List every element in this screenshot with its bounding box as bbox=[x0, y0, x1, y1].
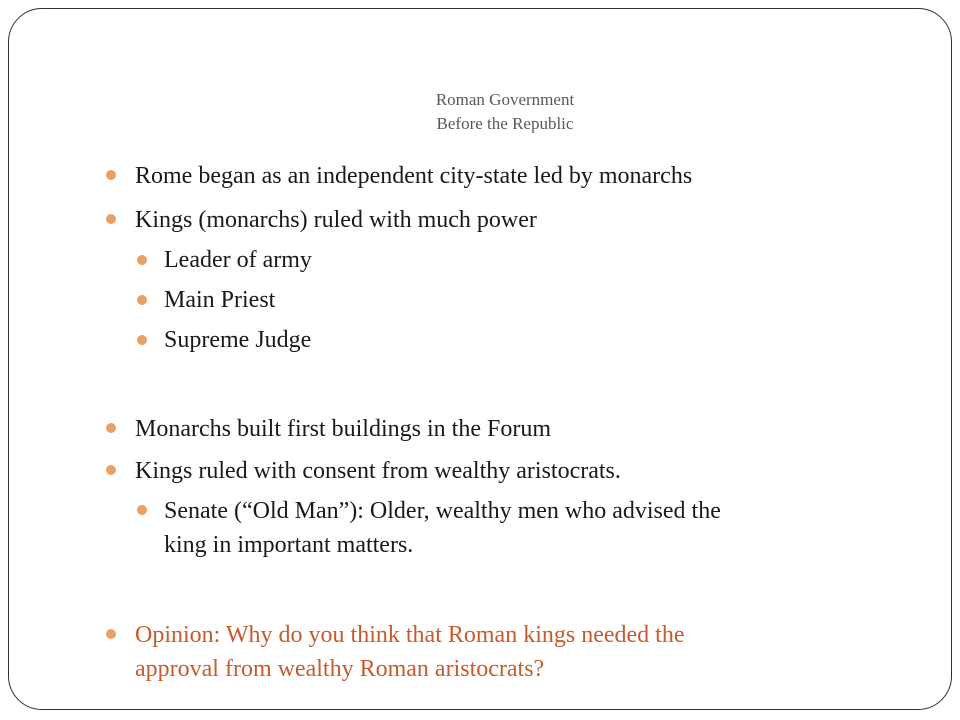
sub-bullet-dot bbox=[137, 295, 147, 305]
sub-bullet-item: Main Priest bbox=[164, 287, 276, 313]
title-line-1: Roman Government bbox=[435, 90, 575, 109]
bullet-item: Rome began as an independent city-state led by monarchs bbox=[135, 163, 693, 189]
sub-bullet-dot bbox=[137, 255, 147, 265]
bullet-item: Kings (monarchs) ruled with much power bbox=[135, 207, 537, 233]
bullet-dot bbox=[106, 423, 116, 433]
bullet-dot bbox=[106, 214, 116, 224]
bullet-item: Kings ruled with consent from wealthy aristocrats. bbox=[135, 458, 621, 484]
slide-title bbox=[0, 88, 960, 136]
bullet-dot bbox=[106, 465, 116, 475]
bullet-dot bbox=[106, 170, 116, 180]
bullet-dot bbox=[106, 629, 116, 639]
sub-bullet-item-continued: king in important matters. bbox=[164, 532, 414, 558]
bullet-item: Monarchs built first buildings in the Forum bbox=[135, 416, 551, 442]
sub-bullet-item: Supreme Judge bbox=[164, 327, 312, 353]
sub-bullet-dot bbox=[137, 335, 147, 345]
sub-bullet-item: Senate (“Old Man”): Older, wealthy men who advised the bbox=[164, 498, 721, 524]
opinion-question: Opinion: Why do you think that Roman kings needed the bbox=[135, 622, 685, 648]
opinion-question-continued: approval from wealthy Roman aristocrats? bbox=[135, 656, 545, 682]
sub-bullet-item: Leader of army bbox=[164, 247, 312, 273]
sub-bullet-dot bbox=[137, 505, 147, 515]
title-line-2: Before the Republic bbox=[436, 114, 574, 133]
